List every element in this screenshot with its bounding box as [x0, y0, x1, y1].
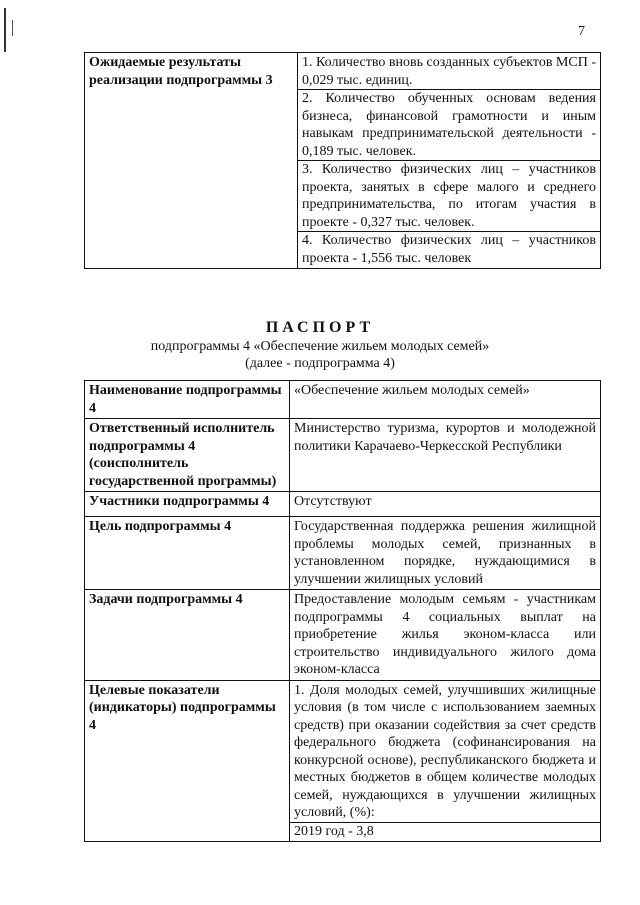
indicator-text: 1. Доля молодых семей, улучшивших жилищные условия (в том числе с использованием заемных средств) при оказании содействия за счет средств федерального бюджета (софинансирования на конкурсной основе), республиканского бюджета и местных бюджетов в общем количестве молодых семей, нуждающихся в улучшении жилищных условий, (%): — [290, 682, 600, 823]
table-row — [85, 381, 601, 419]
passport-subtitle-line2: (далее - подпрограмма 4) — [245, 356, 395, 371]
row-value — [290, 680, 601, 842]
passport-title: ПАСПОРТ — [265, 319, 375, 336]
result-item-3: 3. Количество физических лиц – участников проекта, занятых в сфере малого и среднего предпринимательства, по итогам участия в проекте - 0,327 тыс. человек. — [298, 161, 600, 232]
page-number: 7 — [578, 24, 585, 39]
result-item-1: 1. Количество вновь созданных субъектов МСП - 0,029 тыс. единиц. — [298, 54, 600, 90]
row-label: Ответственный исполнитель подпрограммы 4 (соисполнитель государственной программы) — [85, 419, 290, 492]
row-label: Задачи подпрограммы 4 — [85, 590, 290, 681]
subprogram-3-results-table — [84, 52, 601, 269]
row-label: Наименование подпрограммы 4 — [85, 381, 290, 419]
row-label: Цель подпрограммы 4 — [85, 517, 290, 590]
row-label: Целевые показатели (индикаторы) подпрограммы 4 — [85, 680, 290, 842]
row-value — [298, 53, 601, 269]
passport-subtitle-line1: подпрограммы 4 «Обеспечение жильем молодых семей» — [150, 339, 490, 354]
row-label: Ожидаемые результаты реализации подпрограммы 3 — [85, 53, 298, 269]
row-value: Государственная поддержка решения жилищной проблемы молодых семей, признанных в установленном порядке, нуждающимися в улучшении жилищных условий — [290, 517, 601, 590]
row-value: Предоставление молодым семьям - участникам подпрограммы 4 социальных выплат на приобретение жилья эконом-класса или строительство индивидуального жилого дома эконом-класса — [290, 590, 601, 681]
row-label: Участники подпрограммы 4 — [85, 492, 290, 517]
subprogram-4-passport-table — [84, 380, 601, 842]
table-row — [85, 419, 601, 492]
table-row — [85, 590, 601, 681]
margin-mark-small — [12, 20, 13, 36]
row-value: Министерство туризма, курортов и молодежной политики Карачаево-Черкесской Республики — [290, 419, 601, 492]
result-item-4: 4. Количество физических лиц – участников проекта - 1,556 тыс. человек — [302, 233, 596, 266]
indicator-year-value: 2019 год - 3,8 — [294, 823, 374, 839]
table-row — [85, 517, 601, 590]
margin-mark — [4, 8, 6, 52]
result-item-2: 2. Количество обученных основам ведения бизнеса, финансовой грамотности и иным навыкам предпринимательской деятельности - 0,189 тыс. человек. — [298, 90, 600, 161]
table-row — [85, 492, 601, 517]
row-value: «Обеспечение жильем молодых семей» — [290, 381, 601, 419]
table-row — [85, 53, 601, 269]
row-value: Отсутствуют — [290, 492, 601, 517]
passport-header — [0, 318, 640, 372]
table-row — [85, 680, 601, 842]
